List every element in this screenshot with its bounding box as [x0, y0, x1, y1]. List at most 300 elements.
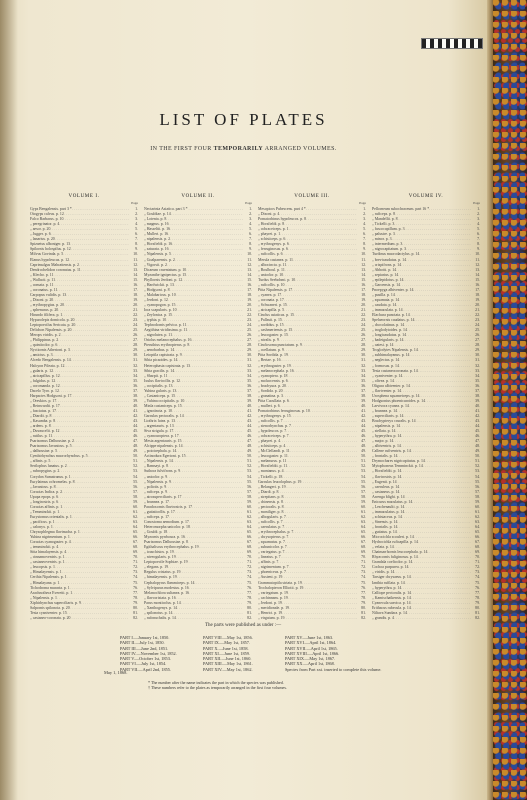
plate-number: 15.: [247, 277, 252, 282]
species-name: „ chocolatinus. p. 14: [372, 323, 405, 328]
plate-number: 55.: [361, 479, 366, 484]
species-name: „ affinis. p. 5: [30, 459, 51, 464]
species-name: „ badeigularis. p. 14: [372, 338, 404, 343]
species-name: Yuhina nigrimentum. p. 1: [30, 535, 70, 540]
plate-number: 26.: [247, 333, 252, 338]
species-name: Spizaetus alboniger. p. 13: [30, 242, 71, 247]
plate-number: 79.: [475, 600, 480, 605]
plate-number: 9.: [477, 247, 480, 252]
species-name: Hirundo filifera. p. 1: [30, 313, 63, 318]
plate-number: 17.: [133, 287, 138, 292]
species-name: „ elegans. p. 19: [144, 565, 169, 570]
part-date: PART XIII.—May 1st, 1861.: [203, 661, 253, 667]
species-name: „ Kamtschatkensis. p. 14: [372, 595, 411, 600]
plate-number: 75.: [361, 580, 366, 585]
plate-number: 57.: [361, 489, 366, 494]
plate-number: 59.: [475, 499, 480, 504]
species-name: Mesopicos Pubescens. part 4 *: [258, 207, 306, 212]
volume-column-4: [372, 194, 480, 621]
plate-number: 51.: [475, 459, 480, 464]
plate-number: 58.: [247, 494, 252, 499]
species-name: „ sepiarius. p. 14: [372, 272, 399, 277]
species-name: „ erythropygius. p. 20: [30, 302, 65, 307]
publication-heading: The parts were published as under :—: [205, 623, 282, 628]
volume-column-1: [30, 194, 138, 621]
plate-number: 41.: [475, 408, 480, 413]
plate-number: 76.: [133, 585, 138, 590]
plate-number: 80.: [247, 605, 252, 610]
plate-number: 32.: [361, 363, 366, 368]
species-name: „ cashmeriensis. p. 15: [258, 328, 293, 333]
species-name: Pellorneum subochraceum. part 16 *: [372, 207, 430, 212]
plate-number: 14.: [133, 272, 138, 277]
plate-number: 45.: [133, 429, 138, 434]
plate-number: 6.: [249, 232, 252, 237]
plate-number: 72.: [361, 565, 366, 570]
plate-number: 65.: [247, 530, 252, 535]
plate-number: 74.: [361, 575, 366, 580]
plate-number: 29.: [361, 348, 366, 353]
species-name: Spelaeornis caudatus. p. 14: [372, 318, 415, 323]
plate-number: 66.: [475, 535, 480, 540]
species-name: Merops viridis. p. 2: [30, 333, 61, 338]
species-name: „ nigrolutea. p. 11: [144, 333, 173, 338]
page-label: Page: [131, 201, 138, 206]
species-name: Parus monticolus. p. 14: [144, 600, 181, 605]
species-name: Phyllornis Jerdoni. p. 12: [144, 277, 183, 282]
plate-number: 28.: [475, 343, 480, 348]
species-name: „ longicaudatus. p. 14: [372, 333, 407, 338]
plate-number: 69.: [475, 550, 480, 555]
species-name: Spilornis holospilus. p. 12: [30, 247, 71, 252]
species-name: „ brunnea. p. 17: [144, 499, 169, 504]
plate-number: 47.: [247, 439, 252, 444]
plate-number: 80.: [475, 605, 480, 610]
plate-number: 63.: [133, 519, 138, 524]
species-name: „ cachinnans. p. 19: [258, 595, 288, 600]
species-name: „ Austeni. p. 19: [258, 575, 283, 580]
plate-number: 72.: [247, 565, 252, 570]
species-name: „ squamata. p. 14: [372, 297, 400, 302]
species-name: „ intermedium. p. 3: [372, 242, 403, 247]
species-name: „ Oreskios. p. 17: [30, 398, 57, 403]
species-name: „ Jerdoni. p. 19: [258, 600, 282, 605]
species-name: „ cyanoptera. p. 18: [258, 373, 288, 378]
plate-number: 37.: [133, 388, 138, 393]
species-name: „ formosus. p. 14: [372, 363, 399, 368]
species-name: „ major. p. 14: [372, 439, 394, 444]
species-name: „ flavocristata. p. 16: [144, 595, 176, 600]
volume-title: VOLUME IV.: [408, 194, 444, 199]
plate-number: 50.: [475, 454, 480, 459]
plate-number: 46.: [133, 434, 138, 439]
plate-number: 25.: [475, 328, 480, 333]
species-name: Larvivora cyanea. p. 14: [372, 403, 409, 408]
plate-number: 52.: [475, 464, 480, 469]
plate-number: 18.: [361, 292, 366, 297]
species-name: „ Goalparensis. p. 2: [144, 257, 175, 262]
species-name: „ moniliger. p. 8: [258, 509, 284, 514]
page-subtitle: [0, 146, 487, 152]
plate-number: 71.: [247, 560, 252, 565]
plate-number: 64.: [475, 525, 480, 529]
page-label: Page: [245, 201, 252, 206]
species-name: Milvus Govinda. p. 5: [30, 252, 64, 257]
species-name: „ Nipalensis. p. 1: [30, 595, 57, 600]
dot-leader: [176, 616, 243, 621]
plate-number: 80.: [133, 605, 138, 610]
species-name: Xiphirhynchus superciliaris. p. 9: [30, 600, 81, 605]
species-name: „ ruficollis. p. 6: [258, 252, 283, 257]
species-name: Tarsiger chrysaeus. p. 14: [372, 575, 411, 580]
species-name: „ ruficollis. p. 10: [258, 282, 285, 287]
plate-number: 38.: [133, 393, 138, 398]
plate-number: 57.: [475, 489, 480, 494]
part-date: PART VII.—April 2nd, 1855.: [120, 666, 171, 672]
plate-number: 51.: [361, 459, 366, 464]
species-name: Alcedo Bengalensis. p. 14: [30, 358, 71, 363]
plate-number: 44.: [247, 424, 252, 429]
species-name: Regulus cristatus. p. 19: [144, 570, 181, 575]
plate-number: 2.: [477, 212, 480, 217]
species-name: „ Abbotti. p. 14: [372, 267, 397, 272]
plate-number: 32.: [133, 363, 138, 368]
species-name: Paradoxornis flavirostris. p. 17: [144, 504, 193, 509]
issue-date: May 1, 1868.: [104, 670, 128, 675]
species-name: „ melanurus. p. 11: [258, 459, 287, 464]
plate-number: 78.: [247, 595, 252, 600]
species-name: Nectarinia Asiatica. part 3 *: [144, 207, 188, 212]
plate-number: 82.: [133, 615, 138, 620]
plate-number: 19.: [361, 297, 366, 302]
species-name: Cinclus asiaticus. p. 15: [258, 313, 294, 318]
species-name: „ subhimalayanus. p. 14: [372, 353, 410, 358]
species-name: „ Philippinus. p. 2: [30, 338, 59, 343]
species-name: „ atricapillus. p. 12: [30, 373, 60, 378]
species-name: „ cyaniventer. p. 14: [372, 373, 403, 378]
plate-number: 61.: [475, 509, 480, 514]
plate-number: 30.: [133, 353, 138, 358]
plate-number: 35.: [133, 378, 138, 383]
volume-title: VOLUME I.: [68, 194, 100, 199]
plate-number: 34.: [133, 373, 138, 378]
species-name: „ Horsfieldii. p. 14: [372, 469, 402, 474]
species-name: Conostoma aemodium. p. 17: [144, 519, 189, 524]
species-name: „ unicolor. p. 9: [144, 474, 168, 479]
species-name: Corydon Sumatranus. p. 1: [30, 474, 71, 479]
species-name: Minla castaniceps. p. 15: [144, 403, 182, 408]
species-name: „ argentauris. p. 13: [144, 424, 174, 429]
species-name: „ Vigorsii. p. 2: [144, 262, 167, 267]
species-name: „ aenobarbus. p. 14: [144, 348, 175, 353]
plate-number: 46.: [475, 434, 480, 439]
species-name: „ moluccensis. p. 6: [258, 378, 288, 383]
species-name: Eurystomus orientalis. p. 1: [30, 514, 72, 519]
part-date: PART IX.—May 1st, 1857.: [203, 640, 251, 646]
species-name: „ Horsfieldii. p. 11: [258, 464, 288, 469]
plate-number: 4.: [135, 222, 138, 227]
plate-number: 1.: [477, 207, 480, 212]
part-date: PART XII.—June 1st, 1860.: [203, 656, 252, 662]
species-name: Erithacus rubecula. p. 14: [372, 605, 411, 610]
plate-number: 39.: [247, 398, 252, 403]
footnote: † These numbers refer to the plates as temporarily arranged in the first four volumes.: [148, 685, 287, 691]
plate-number: 78.: [133, 595, 138, 600]
plate-number: 13.: [247, 267, 252, 272]
plate-number: 28.: [361, 343, 366, 348]
plate-number: 52.: [361, 464, 366, 469]
plate-number: 26.: [361, 333, 366, 338]
species-name: „ immaculatus. p. 14: [372, 509, 405, 514]
species-name: „ subunicolor. p. 7: [258, 545, 287, 550]
species-name: Leptopoecile Sophiae. p. 19: [144, 560, 188, 565]
plate-number: 13.: [133, 267, 138, 272]
plate-number: 42.: [247, 413, 252, 418]
species-name: Upupa epops. p. 6: [30, 494, 59, 499]
plate-number: 39.: [133, 398, 138, 403]
plate-number: 19.: [247, 297, 252, 302]
plate-list: [372, 207, 480, 621]
species-name: Cephalopyrus flammiceps. p. 14: [144, 580, 195, 585]
plate-number: 53.: [247, 469, 252, 474]
plate-number: 44.: [475, 424, 480, 429]
species-name: Dacelo Tyro. p. 12: [30, 388, 59, 393]
species-name: „ nivalis. p. 9: [258, 338, 279, 343]
plate-number: 66.: [133, 535, 138, 540]
species-name: „ Ramsayi. p. 8: [144, 464, 169, 469]
species-name: Chaimarrhornis leucocephala. p. 14: [372, 550, 428, 555]
species-name: Ixulus flavicollis. p. 12: [144, 378, 180, 383]
plate-number: 75.: [247, 580, 252, 585]
plate-number: 69.: [247, 550, 252, 555]
species-name: Hodgsonius phoenicuroides. p. 14: [372, 398, 426, 403]
plate-entry: [258, 616, 366, 621]
species-name: Arrenga blighi. p. 14: [372, 494, 405, 499]
plate-number: 50.: [361, 454, 366, 459]
species-name: „ Himalayensis. p. 1: [30, 570, 62, 575]
plate-number: 48.: [247, 444, 252, 449]
plate-number: 39.: [475, 398, 480, 403]
plate-number: 52.: [133, 464, 138, 469]
plate-number: 33.: [133, 368, 138, 373]
species-name: „ nipalensis. p. 14: [372, 424, 400, 429]
parts-group-3: [285, 635, 381, 672]
plate-number: 14.: [475, 272, 480, 277]
plate-number: 76.: [361, 585, 366, 590]
species-name: „ Garoensis. p. 14: [372, 282, 400, 287]
plate-number: 34.: [475, 373, 480, 378]
species-name: „ immaculata. p. 14: [372, 307, 403, 312]
part-date: Species from Part xxi. inserted to complete this volume.: [285, 666, 382, 672]
plate-number: 66.: [247, 535, 252, 540]
plate-number: 17.: [247, 287, 252, 292]
plate-number: 18.: [247, 292, 252, 297]
species-name: „ Nipalensis. p. 9: [144, 479, 171, 484]
plate-number: 21.: [475, 307, 480, 312]
species-name: Chrysophlegma flavinucha. p. 1: [30, 530, 80, 535]
plate-number: 55.: [133, 479, 138, 484]
plate-number: 28.: [247, 343, 252, 348]
species-name: Suthora fulvifrons. p. 9: [144, 469, 181, 474]
species-name: Coracias cyanogaster. p. 4: [30, 540, 71, 545]
species-name: „ brevicaudatus. p. 14: [372, 257, 407, 262]
species-name: Pitta Cucullata. p. 6: [258, 398, 289, 403]
species-name: Serilophus lunatus. p. 2: [30, 464, 67, 469]
species-name: „ McClellandi. p. 11: [258, 449, 290, 454]
species-name: „ aesor. p. 20: [30, 227, 51, 232]
plate-number: 23.: [361, 318, 366, 323]
plate-number: 7.: [363, 237, 366, 242]
plate-number: 40.: [247, 403, 252, 408]
plate-number: 63.: [475, 519, 480, 524]
species-name: „ mulleri. p. 6: [258, 403, 280, 408]
plate-number: 36.: [361, 383, 366, 388]
plate-number: 10.: [247, 252, 252, 257]
plate-number: 21.: [247, 307, 252, 312]
plate-number: 14.: [247, 272, 252, 277]
parts-group-1: [120, 635, 177, 672]
plate-number: 68.: [361, 545, 366, 550]
species-name: „ temminckii. p. 4: [30, 545, 59, 550]
plate-number: 44.: [133, 424, 138, 429]
plate-number: 79.: [361, 600, 366, 605]
species-name: Brachypteryx cruralis. p. 14: [372, 419, 416, 424]
species-name: Ianthia rufilata. p. 14: [372, 580, 405, 585]
plate-number: 30.: [475, 353, 480, 358]
species-name: „ pusilla. p. 14: [372, 292, 395, 297]
plate-number: 80.: [361, 605, 366, 610]
plate-list: [258, 207, 366, 621]
part-date: PART IV.—November 1st, 1852.: [120, 650, 177, 656]
dot-leader: [71, 616, 129, 621]
plate-number: 17.: [475, 287, 480, 292]
plate-number: 36.: [133, 383, 138, 388]
plate-number: 3.: [363, 217, 366, 222]
plate-number: 49.: [247, 449, 252, 454]
species-name: „ Belangeri. p. 19: [258, 484, 286, 489]
plate-number: 41.: [361, 408, 366, 413]
plate-number: 51.: [133, 459, 138, 464]
plate-number: 70.: [133, 555, 138, 560]
scale-ruler: [421, 38, 483, 49]
plate-number: 70.: [361, 555, 366, 560]
species-name: „ ruficeps. p. 9: [144, 489, 168, 494]
species-name: Yuhina gularis. p. 13: [144, 388, 177, 393]
species-name: „ neglectus. p. 14: [372, 358, 400, 363]
species-name: „ caeruleus. p. 14: [372, 484, 400, 489]
species-name: „ sphenurus. p. 20: [30, 307, 59, 312]
plate-number: 54.: [133, 474, 138, 479]
plate-number: 45.: [475, 429, 480, 434]
plate-number: 32.: [247, 363, 252, 368]
part-date: PART XIX.—May 1st, 1867.: [285, 656, 336, 662]
plate-number: 72.: [475, 565, 480, 570]
species-name: Trochalopteron Elliotii. p. 19: [258, 585, 304, 590]
plate-number: 3.: [477, 217, 480, 222]
species-name: Leioptila capistrata. p. 9: [144, 353, 182, 358]
plate-number: 19.: [133, 297, 138, 302]
plate-number: 31.: [361, 358, 366, 363]
species-name: „ Diardi. p. 8: [258, 489, 279, 494]
species-name: „ Mandellii. p. 8: [372, 217, 398, 222]
footnote: * The number after the name indicates the part in which the species was published.: [148, 680, 284, 685]
species-name: „ schistaceus. p. 14: [372, 514, 402, 519]
plate-number: 29.: [475, 348, 480, 353]
plate-number: 20.: [475, 302, 480, 307]
part-date: PART XX.—April 1st, 1868.: [285, 661, 335, 667]
plate-number: 81.: [361, 610, 366, 615]
plate-number: 4.: [249, 222, 252, 227]
plate-number: 71.: [133, 560, 138, 565]
plate-number: 82.: [247, 615, 252, 620]
species-name: „ Horsfieldi. p. 8: [258, 222, 285, 227]
species-name: „ Nipalensis. p. 5: [144, 252, 171, 257]
species-name: Psarisomus Dalhousiae. p. 8: [144, 540, 188, 545]
plate-number: 47.: [475, 439, 480, 444]
species-name: „ Diardii. p. 8: [30, 413, 52, 418]
plate-number: 43.: [361, 419, 366, 424]
species-name: „ hypoleucos. p. 7: [258, 429, 287, 434]
plate-number: 2.: [135, 212, 138, 217]
species-name: „ affinis. p. 7: [258, 560, 279, 565]
species-name: Myzanthe ignipectus. p. 15: [144, 272, 187, 277]
plate-number: 27.: [247, 338, 252, 343]
plate-number: 67.: [475, 540, 480, 545]
species-name: „ Wallacii. p. 11: [30, 277, 56, 282]
plate-number: 68.: [475, 545, 480, 550]
plate-number: 64.: [133, 525, 138, 529]
species-name: „ flaviventer. p. 14: [372, 388, 402, 393]
plate-number: 40.: [475, 403, 480, 408]
part-date: PART XI.—June 1st, 1859.: [203, 650, 251, 656]
plate-number: 42.: [361, 413, 366, 418]
plate-number: 66.: [361, 535, 366, 540]
species-name: Tesia cyaniventer. p. 15: [30, 610, 67, 615]
species-name: „ nipalensis. p. 2: [144, 237, 171, 242]
plate-number: 57.: [247, 489, 252, 494]
plate-number: 60.: [247, 504, 252, 509]
plate-number: 8.: [249, 242, 252, 247]
species-name: „ longirostris. p. 6: [30, 499, 59, 504]
species-name: „ frontalis. p. 14: [372, 525, 398, 529]
species-name: Melanochlora sultanea. p. 16: [144, 590, 190, 595]
plate-number: 4.: [363, 222, 366, 227]
species-name: „ Henrici. p. 19: [258, 610, 283, 615]
plate-number: 77.: [361, 590, 366, 595]
plate-number: 57.: [133, 489, 138, 494]
species-name: „ cyanopogon. p. 15: [144, 302, 176, 307]
species-name: Sitta himalayensis. p. 4: [30, 550, 67, 555]
plate-number: 1.: [249, 207, 252, 212]
plate-number: 35.: [475, 378, 480, 383]
plate-number: 47.: [361, 439, 366, 444]
plate-number: 8.: [363, 242, 366, 247]
plate-number: 73.: [475, 570, 480, 575]
species-name: Leptopoecilus Sericata. p. 20: [30, 323, 76, 328]
species-name: Microcichla scouleri. p. 14: [372, 535, 414, 540]
plate-number: 40.: [133, 403, 138, 408]
species-name: „ Temminckii. p. 1: [30, 509, 60, 514]
species-name: „ lanarius. p. 20: [30, 237, 55, 242]
species-name: „ Nipalensis. p. 14: [144, 459, 173, 464]
species-name: „ caudata. p. 14: [372, 302, 397, 307]
plate-number: 58.: [361, 494, 366, 499]
plate-number: 27.: [361, 338, 366, 343]
plate-number: 69.: [133, 550, 138, 555]
species-name: „ flavirostris. p. 14: [372, 474, 402, 479]
species-name: Cymbirhynchus macrorhynchus. p. 5: [30, 454, 88, 459]
plate-number: 61.: [133, 509, 138, 514]
